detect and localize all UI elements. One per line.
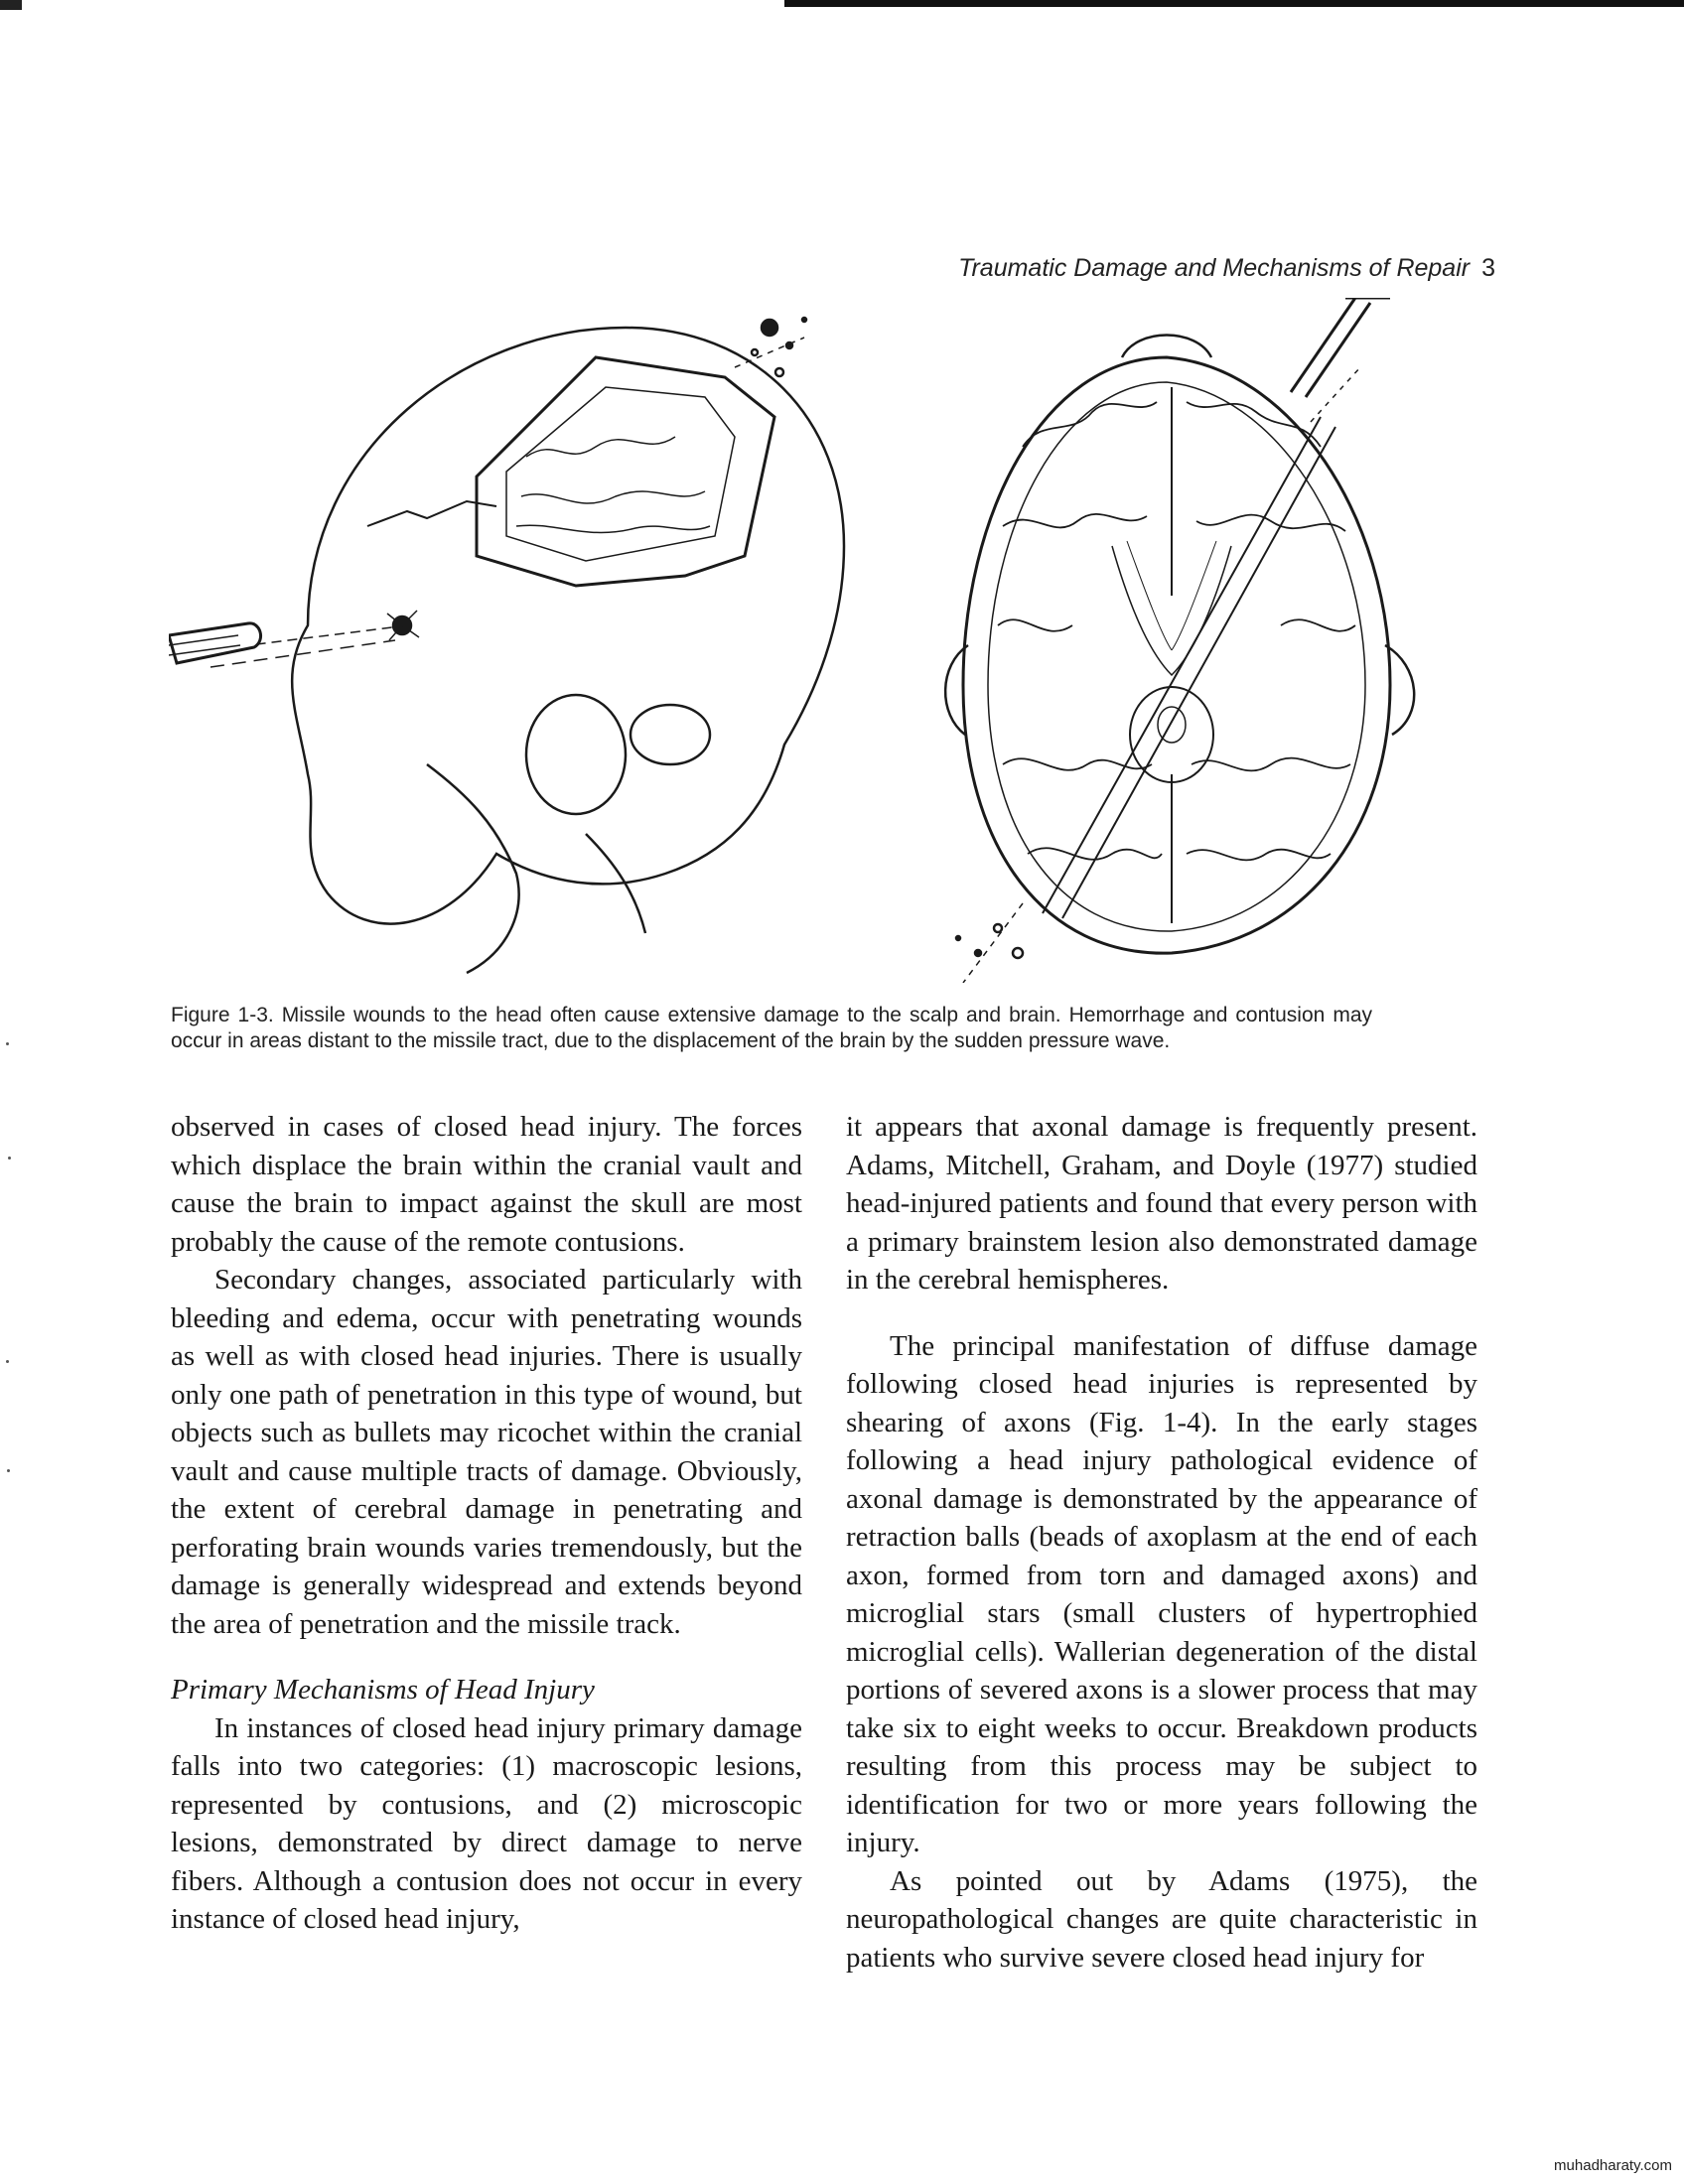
figure-caption: [171, 1003, 1372, 1054]
page-number: 3: [1481, 254, 1495, 282]
left-text-column: [171, 1108, 802, 1939]
running-head-title: Traumatic Damage and Mechanisms of Repair: [958, 254, 1471, 282]
scan-speck: [6, 1042, 9, 1045]
running-head: [958, 254, 1495, 283]
right-paragraph-3: As pointed out by Adams (1975), the neuropathological changes are quite characteristic in patients who survive severe closed head injury for: [846, 1864, 1477, 1974]
skull-illustration: [169, 318, 844, 973]
top-border-rule: [784, 0, 1684, 7]
scan-speck: [6, 1360, 9, 1363]
right-paragraph-2: The principal manifestation of diffuse damage following closed head injuries is represented by shearing of axons (Fig. 1-4). In the early stages following a head injury pathological evidence of axonal damage is demonstrated by the appearance of retraction balls (beads of axoplasm at the end of each axon, formed from torn and damaged axons) and microglial stars (small clusters of hypertrophied microglial cells). Wallerian degeneration of the distal portions of severed axons is a slower process that may take six to eight weeks to occur. Breakdown products resulting from this process may be subject to identification for two or more years following the injury.: [846, 1329, 1477, 1858]
scan-speck: [8, 1157, 11, 1160]
head-wound-drawings: [169, 298, 1499, 983]
right-text-column: [846, 1108, 1477, 1977]
left-paragraph-2: Secondary changes, associated particularly with bleeding and edema, occur with penetrating wounds as well as with closed head injuries. There is usually only one path of penetration in this type of wound, but objects such as bullets may ricochet within the cranial vault and cause multiple tracts of damage. Obviously, the extent of cerebral damage in penetrating and perforating brain wounds varies tremendously, but the damage is generally widespread and extends beyond the area of penetration and the missile track.: [171, 1264, 802, 1640]
scan-speck: [7, 1469, 10, 1472]
left-paragraph-3: In instances of closed head injury primary damage falls into two categories: (1) macroscopic lesions, represented by contusions, and (2) microscopic lesions, demonstrated by direct damage to nerve fibers. Although a contusion does not occur in every instance of closed head injury,: [171, 1711, 802, 1935]
source-watermark: muhadharaty.com: [1554, 2157, 1672, 2174]
brain-section-illustration: [945, 298, 1414, 983]
figure-caption-label: Figure 1-3.: [171, 1004, 274, 1026]
scan-corner-mark: [0, 0, 22, 10]
section-heading: Primary Mechanisms of Head Injury: [171, 1674, 595, 1706]
left-paragraph-1: observed in cases of closed head injury. The forces which displace the brain within the cranial vault and cause the brain to impact against the skull are most probably the cause of the remote contusions.: [171, 1111, 802, 1258]
right-paragraph-1: it appears that axonal damage is frequently present. Adams, Mitchell, Graham, and Doyle (1977) studied head-injured patients and found that every person with a primary brainstem lesion also demonstrated damage in the cerebral hemispheres.: [846, 1111, 1477, 1296]
figure-illustration: [169, 298, 1499, 983]
figure-caption-text: Missile wounds to the head often cause extensive damage to the scalp and brain. Hemorrhage and contusion may occur in areas distant to the missile tract, due to the displacement of the brain by the sudden pressure wave.: [171, 1004, 1373, 1052]
